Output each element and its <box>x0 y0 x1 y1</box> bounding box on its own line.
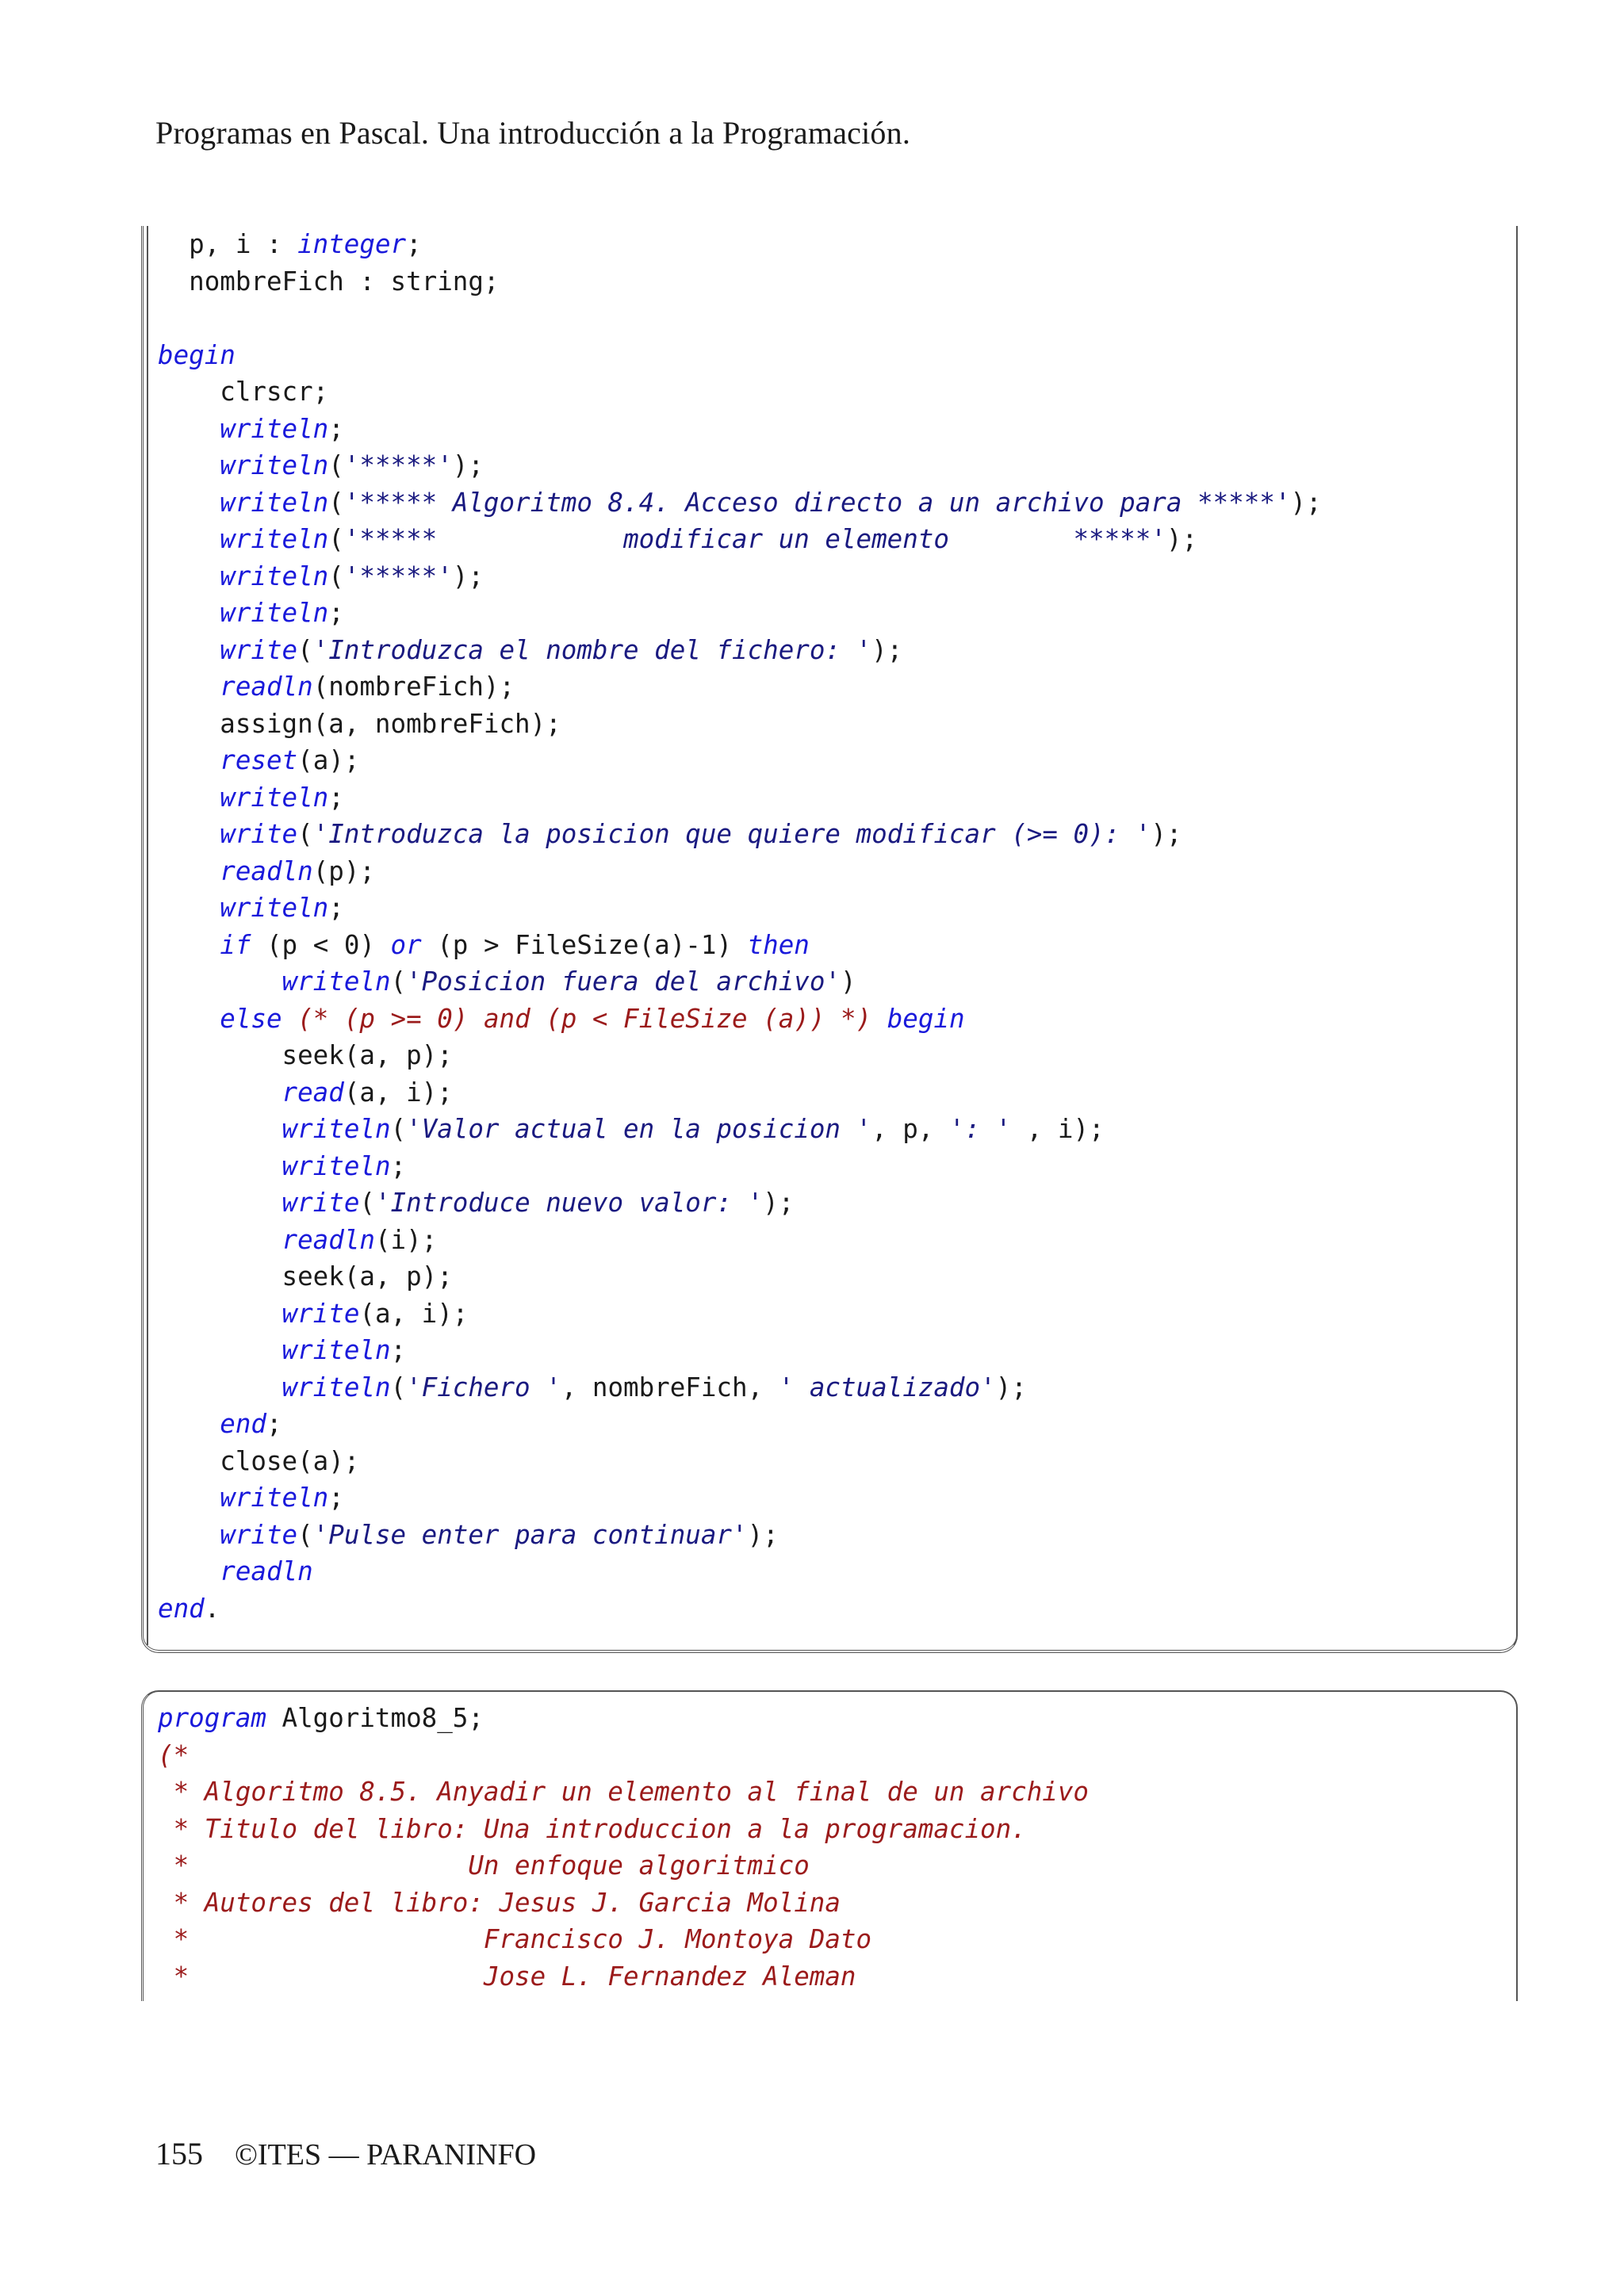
keyword-token: integer <box>297 229 407 259</box>
keyword-token: if <box>220 929 251 960</box>
copyright-notice: ©ITES — PARANINFO <box>235 2138 537 2172</box>
keyword-token: writeln <box>220 450 329 480</box>
code-token: ); <box>1290 487 1322 518</box>
code-line <box>158 1737 1089 1774</box>
string-token: 'Fichero ' <box>406 1372 561 1402</box>
keyword-token: write <box>220 1519 298 1550</box>
string-token: 'Introduzca la posicion que quiere modificar (>= 0): ' <box>312 819 1151 849</box>
code-token <box>158 1077 282 1108</box>
code-token: ( <box>390 1114 407 1144</box>
string-token: '*****' <box>343 450 453 480</box>
code-listing-algoritmo-8-5 <box>141 1690 1518 2001</box>
keyword-token: or <box>390 929 422 960</box>
code-line <box>158 1222 1322 1259</box>
code-token: ; <box>328 598 344 628</box>
code-line <box>158 927 1322 964</box>
code-token: ( <box>359 1188 375 1218</box>
code-line <box>158 1921 1089 1958</box>
code-token: clrscr; <box>158 377 329 407</box>
string-token: '*****' <box>343 561 453 591</box>
code-token: p, i : <box>158 229 298 259</box>
code-token <box>158 930 220 960</box>
code-line <box>158 1037 1322 1074</box>
code-token <box>158 856 220 886</box>
code-token: (a); <box>297 745 360 775</box>
code-line <box>158 1406 1322 1443</box>
keyword-token: write <box>282 1298 360 1329</box>
code-token: ; <box>390 1150 407 1181</box>
code-line <box>158 1553 1322 1590</box>
code-line <box>158 484 1322 522</box>
code-token <box>158 893 220 923</box>
keyword-token: then <box>747 929 810 960</box>
keyword-token: begin <box>158 339 236 370</box>
code-line <box>158 1332 1322 1369</box>
code-token: seek(a, p); <box>158 1040 453 1070</box>
code-listing-algoritmo-8-4 <box>141 226 1518 1653</box>
code-line <box>158 1700 1089 1737</box>
keyword-token: end <box>158 1593 205 1624</box>
code-line <box>158 1001 1322 1038</box>
code-token: ( <box>328 450 344 480</box>
code-token <box>282 1004 298 1034</box>
code-token <box>158 635 220 665</box>
code-token: nombreFich : string; <box>158 266 500 297</box>
code-line <box>158 706 1322 743</box>
string-token: '***** modificar un elemento *****' <box>343 524 1166 554</box>
string-token: ': ' <box>948 1114 1012 1144</box>
string-token: 'Introduce nuevo valor: ' <box>374 1188 764 1218</box>
code-token <box>158 672 220 702</box>
code-token <box>158 1188 282 1218</box>
code-token <box>158 524 220 554</box>
code-line <box>158 226 1322 263</box>
code-token: ); <box>452 561 484 591</box>
code-token: , p, <box>871 1114 949 1144</box>
code-line <box>158 1811 1089 1848</box>
code-line <box>158 632 1322 669</box>
code-token: ( <box>328 487 344 518</box>
code-line <box>158 1184 1322 1222</box>
keyword-token: reset <box>220 745 298 775</box>
code-token: (i); <box>374 1224 438 1255</box>
keyword-token: readln <box>220 855 313 886</box>
keyword-token: writeln <box>220 561 329 591</box>
code-token <box>158 1299 282 1329</box>
code-line <box>158 963 1322 1001</box>
keyword-token: writeln <box>282 1335 391 1365</box>
code-line <box>158 1443 1322 1480</box>
comment-token: * Francisco J. Montoya Dato <box>158 1924 872 1954</box>
keyword-token: write <box>282 1188 360 1218</box>
code-token <box>158 1520 220 1550</box>
code-token: ; <box>406 229 422 259</box>
code-token <box>158 488 220 518</box>
code-token: ; <box>328 1483 344 1513</box>
code-token: ) <box>840 966 856 997</box>
comment-token: (* (p >= 0) and (p < FileSize (a)) *) <box>297 1003 872 1034</box>
keyword-token: write <box>220 634 298 665</box>
code-line <box>158 411 1322 448</box>
code-token: seek(a, p); <box>158 1261 453 1292</box>
code-token: ( <box>390 966 407 997</box>
page-number: 155 <box>155 2136 203 2172</box>
code-token <box>158 450 220 480</box>
code-token: ; <box>328 893 344 923</box>
code-token <box>871 1004 887 1034</box>
code-line <box>158 853 1322 890</box>
code-block <box>158 226 1322 1627</box>
comment-token: (* <box>158 1739 190 1770</box>
code-token: (p > FileSize(a)-1) <box>421 929 748 960</box>
keyword-token: writeln <box>220 413 329 444</box>
code-line <box>158 1774 1089 1811</box>
code-token: , i); <box>1011 1114 1105 1144</box>
code-token: ( <box>297 1519 313 1550</box>
code-line <box>158 1847 1089 1885</box>
code-token: (a, i); <box>359 1298 469 1329</box>
code-token <box>158 598 220 628</box>
code-line <box>158 1885 1089 1922</box>
keyword-token: writeln <box>220 1483 329 1513</box>
code-token: ); <box>763 1188 795 1218</box>
code-token <box>158 414 220 444</box>
code-token: ( <box>328 524 344 554</box>
code-token <box>158 745 220 775</box>
code-line <box>158 742 1322 779</box>
code-line <box>158 1258 1322 1295</box>
code-line <box>158 890 1322 927</box>
code-token <box>158 819 220 849</box>
keyword-token: writeln <box>282 966 391 997</box>
code-line <box>158 595 1322 632</box>
keyword-token: begin <box>887 1003 965 1034</box>
code-line <box>158 1369 1322 1406</box>
comment-token: * Un enfoque algoritmico <box>158 1850 810 1881</box>
string-token: '***** Algoritmo 8.4. Acceso directo a un archivo para *****' <box>343 487 1291 518</box>
code-token <box>158 1372 282 1402</box>
code-token: (p); <box>312 855 375 886</box>
code-line <box>158 1111 1322 1148</box>
code-token: Algoritmo8_5; <box>266 1703 484 1733</box>
code-token: close(a); <box>158 1445 360 1476</box>
comment-token: * Autores del libro: Jesus J. Garcia Molina <box>158 1887 841 1918</box>
page-footer <box>155 2135 536 2172</box>
comment-token: * Jose L. Fernandez Aleman <box>158 1961 856 1992</box>
keyword-token: writeln <box>220 893 329 923</box>
code-token: ); <box>747 1519 779 1550</box>
code-line <box>158 263 1322 300</box>
string-token: 'Valor actual en la posicion ' <box>406 1114 872 1144</box>
code-token <box>158 783 220 813</box>
code-line <box>158 1295 1322 1333</box>
keyword-token: readln <box>220 1556 313 1586</box>
keyword-token: writeln <box>282 1372 391 1402</box>
code-token: ); <box>452 450 484 480</box>
code-block <box>158 1700 1089 1995</box>
code-token: , nombreFich, <box>561 1372 779 1402</box>
comment-token: * Algoritmo 8.5. Anyadir un elemento al final de un archivo <box>158 1777 1089 1807</box>
keyword-token: program <box>158 1703 266 1733</box>
code-line <box>158 1479 1322 1517</box>
code-line <box>158 1074 1322 1112</box>
code-token: ( <box>297 634 313 665</box>
code-token <box>158 1151 282 1181</box>
code-token <box>158 1556 220 1586</box>
keyword-token: writeln <box>220 487 329 518</box>
keyword-token: end <box>220 1409 266 1439</box>
keyword-token: read <box>282 1077 344 1108</box>
keyword-token: writeln <box>282 1114 391 1144</box>
code-token: (p < 0) <box>251 929 391 960</box>
code-token: ); <box>995 1372 1027 1402</box>
code-token <box>158 966 282 997</box>
code-line <box>158 779 1322 817</box>
code-line <box>158 300 1322 337</box>
keyword-token: writeln <box>220 782 329 813</box>
code-line <box>158 337 1322 374</box>
keyword-token: else <box>220 1003 282 1034</box>
string-token: ' actualizado' <box>778 1372 996 1402</box>
code-token: (a, i); <box>343 1077 453 1108</box>
string-token: 'Introduzca el nombre del fichero: ' <box>312 634 872 665</box>
code-token <box>158 1225 282 1255</box>
code-token: ; <box>390 1335 407 1365</box>
keyword-token: writeln <box>282 1150 391 1181</box>
code-token: ( <box>390 1372 407 1402</box>
code-line <box>158 1590 1322 1628</box>
code-token <box>158 1004 220 1034</box>
code-token: ( <box>297 819 313 849</box>
code-line <box>158 1958 1089 1996</box>
comment-token: * Titulo del libro: Una introduccion a la programacion. <box>158 1813 1027 1844</box>
code-token <box>158 1483 220 1513</box>
code-line <box>158 558 1322 595</box>
code-line <box>158 521 1322 558</box>
code-line <box>158 1148 1322 1185</box>
code-line <box>158 447 1322 484</box>
keyword-token: writeln <box>220 524 329 554</box>
code-line <box>158 668 1322 706</box>
keyword-token: write <box>220 819 298 849</box>
keyword-token: writeln <box>220 598 329 628</box>
code-token <box>158 1409 220 1439</box>
code-token <box>158 1114 282 1144</box>
code-token <box>158 1335 282 1365</box>
code-token: ; <box>266 1409 282 1439</box>
string-token: 'Posicion fuera del archivo' <box>406 966 841 997</box>
code-line <box>158 1517 1322 1554</box>
code-token <box>158 561 220 591</box>
string-token: 'Pulse enter para continuar' <box>312 1519 748 1550</box>
code-token: ); <box>871 634 903 665</box>
code-token: ; <box>328 413 344 444</box>
code-line <box>158 816 1322 853</box>
running-header: Programas en Pascal. Una introducción a la Programación. <box>155 115 911 151</box>
code-token: ; <box>328 782 344 813</box>
code-token: ); <box>1166 524 1198 554</box>
code-line <box>158 373 1322 411</box>
code-token: ); <box>1151 819 1182 849</box>
code-token: assign(a, nombreFich); <box>158 708 561 739</box>
keyword-token: readln <box>220 672 313 702</box>
code-token: ( <box>328 561 344 591</box>
code-token: . <box>204 1593 220 1624</box>
keyword-token: readln <box>282 1224 375 1255</box>
code-token: (nombreFich); <box>312 672 515 702</box>
